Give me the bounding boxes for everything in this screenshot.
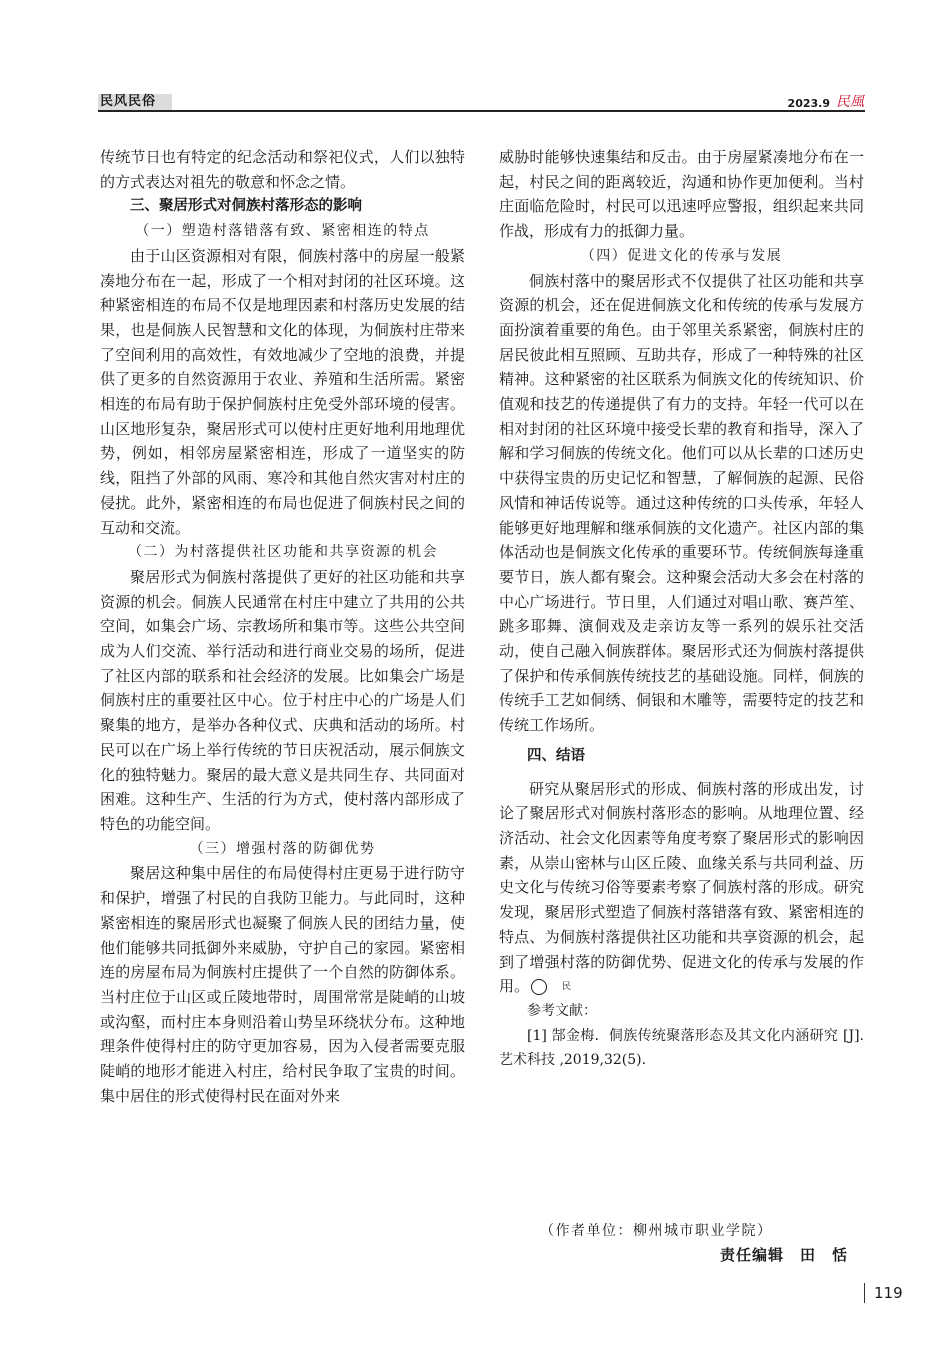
subsection-heading: （三）增强村落的防御优势 — [189, 840, 376, 857]
conclusion-text: 研究从聚居形式的形成、侗族村落的形成出发，讨论了聚居形式对侗族村落形态的影响。从地理位置、经济活动、社会文化因素等角度考察了聚居形式的影响因素，从崇山密林与山区丘陵、血缘关系与共同利益、历史文化与传统习俗等要素考察了侗族村落的形成。研究发现，聚居形式塑造了侗族村落错落有致、紧密相连的特点、为侗族村落提供社区功能和共享资源的机会，起到了增强村落的防御优势、促进文化的传承与发展的作用。 — [499, 779, 864, 996]
reference-item: [1] 郜金梅．侗族传统聚落形态及其文化内涵研究 [J]. 艺术科技 ,2019,32(5). — [499, 1027, 864, 1069]
section-heading-text: 三、聚居形式对侗族村落形态的影响 — [130, 198, 362, 215]
paragraph — [499, 777, 864, 999]
author-unit: （作者单位：柳州城市职业学院） — [540, 1223, 773, 1239]
section-heading — [100, 194, 465, 219]
references-heading: 参考文献： — [527, 1002, 597, 1019]
paragraph: 侗族村落中的聚居形式不仅提供了社区功能和共享资源的机会，还在促进侗族文化和传统的传承与发展方面扮演着重要的角色。由于邻里关系紧密，侗族村庄的居民彼此相互照顾、互助共存，形成了一种特殊的社区精神。这种紧密的社区联系为侗族文化的传统知识、价值观和技艺的传递提供了有力的支持。年轻一代可以在相对封闭的社区环境中接受长辈的教育和指导，深入了解和学习侗族的传统文化。他们可以从长辈的口述历史中获得宝贵的历史记忆和智慧，了解侗族的起源、民俗风情和神话传说等。通过这种传统的口头传承，年轻人能够更好地理解和继承侗族的文化遗产。社区内部的集体活动也是侗族文化传承的重要环节。传统侗族每逢重要节日，族人都有聚会。这种聚会活动大多会在村落的中心广场进行。节日里，人们通过对唱山歌、赛芦笙、跳多耶舞、演侗戏及走亲访友等一系列的娱乐社交活动，使自己融入侗族群体。聚居形式还为侗族村落提供了保护和传承侗族传统技艺的基础设施。同样，侗族的传统手工艺如侗绣、侗银和木雕等，需要特定的技艺和传统工作场所。 — [499, 271, 864, 735]
conclusion-heading — [499, 744, 864, 769]
subsection-heading: （四）促进文化的传承与发展 — [580, 247, 783, 264]
page-number: 119 — [874, 1284, 903, 1302]
subsection-heading: （一）塑造村落错落有致、紧密相连的特点 — [135, 223, 430, 240]
paragraph: 聚居形式为侗族村落提供了更好的社区功能和共享资源的机会。侗族人民通常在村庄中建立了共用的公共空间，如集会广场、宗教场所和集市等。这些公共空间成为人们交流、举行活动和进行商业交易的场所，促进了社区内部的联系和社会经济的发展。比如集会广场是侗族村庄的重要社区中心。位于村庄中心的广场是人们聚集的地方，是举办各种仪式、庆典和活动的场所。村民可以在广场上举行传统的节日庆祝活动，展示侗族文化的独特魅力。聚居的最大意义是共同生存、共同面对困难。这种生产、生活的行为方式，使村落内部形成了特色的功能空间。 — [100, 567, 465, 833]
responsible-editor: 责任编辑 田 恬 — [720, 1246, 849, 1264]
page-number-divider — [864, 1283, 865, 1303]
header-rule — [98, 110, 865, 112]
conclusion-heading-text: 四、结语 — [527, 747, 585, 764]
issue-date: 2023.9 — [787, 97, 830, 110]
subsection-heading: （二）为村落提供社区功能和共享资源的机会 — [128, 544, 438, 561]
paragraph: 威胁时能够快速集结和反击。由于房屋紧凑地分布在一起，村民之间的距离较近，沟通和协作更加便利。当村庄面临危险时，村民可以迅速呼应警报，组织起来共同作战，形成有力的抵御力量。 — [499, 148, 864, 241]
paragraph: 聚居这种集中居住的布局使得村庄更易于进行防守和保护，增强了村民的自我防卫能力。与此同时，这种紧密相连的聚居形式也凝聚了侗族人民的团结力量，使他们能够共同抵御外来威胁，守护自己的家园。紧密相连的房屋布局为侗族村庄提供了一个自然的防御体系。当村庄位于山区或丘陵地带时，周围常常是陡峭的山坡或沟壑，而村庄本身则沿着山势呈环绕状分布。这种地理条件使得村庄的防守更加容易，因为入侵者需要克服陡峭的地形才能进入村庄，给村民争取了宝贵的时间。集中居住的形式使得村民在面对外来 — [100, 864, 465, 1105]
magazine-logo: 民風 — [836, 94, 864, 110]
section-label: 民风民俗 — [98, 94, 172, 110]
paragraph: 由于山区资源相对有限，侗族村落中的房屋一般紧凑地分布在一起，形成了一个相对封闭的社区环境。这种紧密相连的布局不仅是地理因素和村落历史发展的结果，也是侗族人民智慧和文化的体现，为侗族村庄带来了空间利用的高效性，有效地减少了空地的浪费，并提供了更多的自然资源用于农业、养殖和生活所需。紧密相连的布局有助于保护侗族村庄免受外部环境的侵害。山区地形复杂，聚居形式可以使村庄更好地利用地理优势，例如，相邻房屋紧密相连，形成了一道坚实的防线，阻挡了外部的风雨、寒冷和其他自然灾害对村庄的侵扰。此外，紧密相连的布局也促进了侗族村民之间的互动和交流。 — [100, 246, 465, 537]
paragraph: 传统节日也有特定的纪念活动和祭祀仪式，人们以独特的方式表达对祖先的敬意和怀念之情。 — [100, 148, 465, 191]
header-right — [788, 94, 864, 110]
right-column — [499, 145, 864, 1073]
end-mark-icon: 民 — [531, 979, 547, 995]
left-column — [100, 145, 465, 1108]
